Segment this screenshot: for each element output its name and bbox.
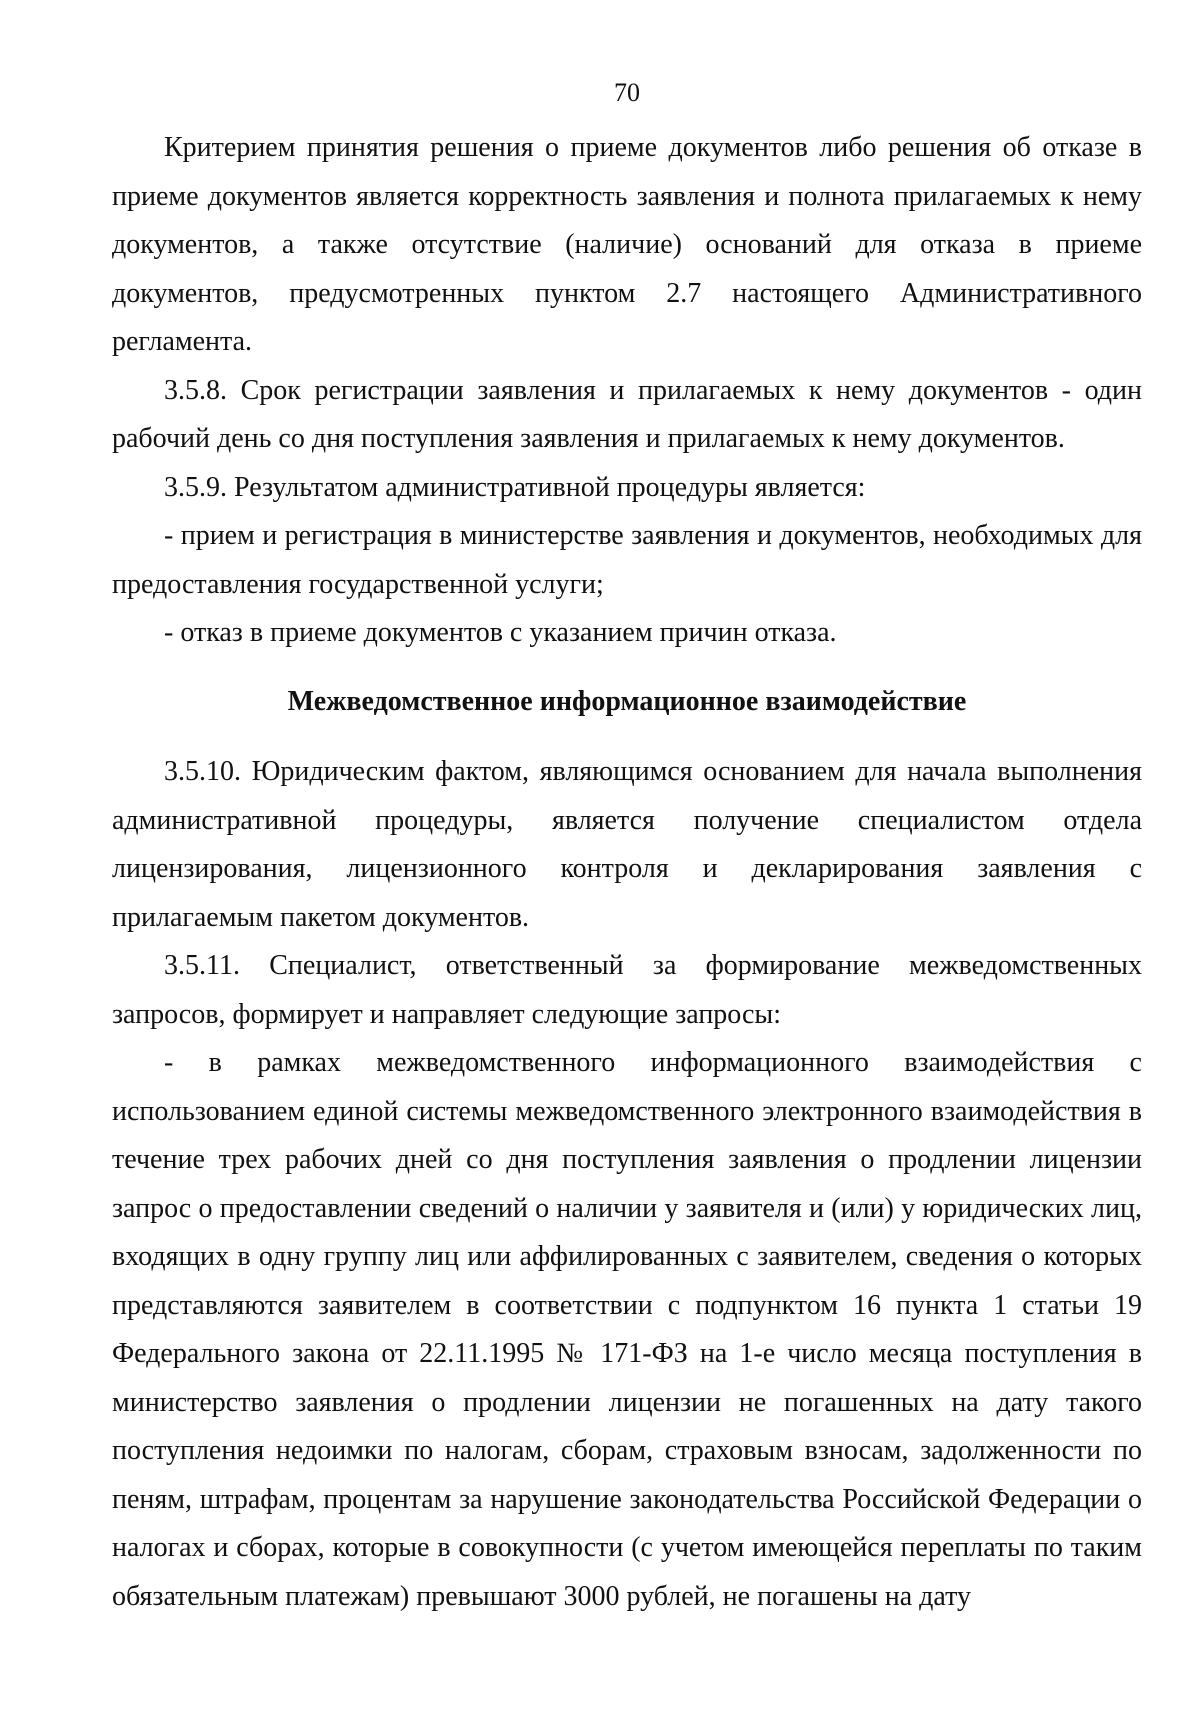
paragraph-3-5-8: 3.5.8. Срок регистрации заявления и прилагаемых к нему документов - один рабочий день со дня поступления заявления и прилагаемых к нему документов.	[112, 374, 1142, 454]
paragraph-3-5-9: 3.5.9. Результатом административной процедуры является:	[164, 471, 866, 503]
paragraph-3-5-11: 3.5.11. Специалист, ответственный за формирование межведомственных запросов, формирует и направляет следующие запросы:	[112, 950, 1142, 1030]
list-item-interagency-request: - в рамках межведомственного информационного взаимодействия с использованием единой системы межведомственного электронного взаимодействия в течение трех рабочих дней со дня поступления заявления о продлении лицензии запрос о предоставлении сведений о наличии у заявителя и (или) у юридических лиц, входящих в одну группу лиц или аффилированных с заявителем, сведения о которых представляются заявителем в соответствии с подпунктом 16 пункта 1 статьи 19 Федерального закона от 22.11.1995 № 171-ФЗ на 1-е число месяца поступления в министерство заявления о продлении лицензии не погашенных на дату такого поступления недоимки по налогам, сборам, страховым взносам, задолженности по пеням, штрафам, процентам за нарушение законодательства Российской Федерации о налогах и сборах, которые в совокупности (с учетом имеющейся переплаты по таким обязательным платежам) превышают 3000 рублей, не погашены на дату	[112, 1047, 1142, 1612]
paragraph-acceptance-criteria: Критерием принятия решения о приеме документов либо решения об отказе в приеме документов является корректность заявления и полнота прилагаемых к нему документов, а также отсутствие (наличие) оснований для отказа в приеме документов, предусмотренных пунктом 2.7 настоящего Административного регламента.	[112, 132, 1142, 357]
section-heading: Межведомственное информационное взаимодействие	[287, 685, 967, 717]
list-item-registration: - прием и регистрация в министерстве заявления и документов, необходимых для предоставления государственной услуги;	[112, 520, 1142, 600]
page-number: 70	[614, 78, 640, 107]
paragraph-3-5-10: 3.5.10. Юридическим фактом, являющимся основанием для начала выполнения административной процедуры, является получение специалистом отдела лицензирования, лицензионного контроля и декларирования заявления с прилагаемым пакетом документов.	[112, 756, 1142, 933]
list-item-refusal: - отказ в приеме документов с указанием причин отказа.	[164, 617, 837, 648]
